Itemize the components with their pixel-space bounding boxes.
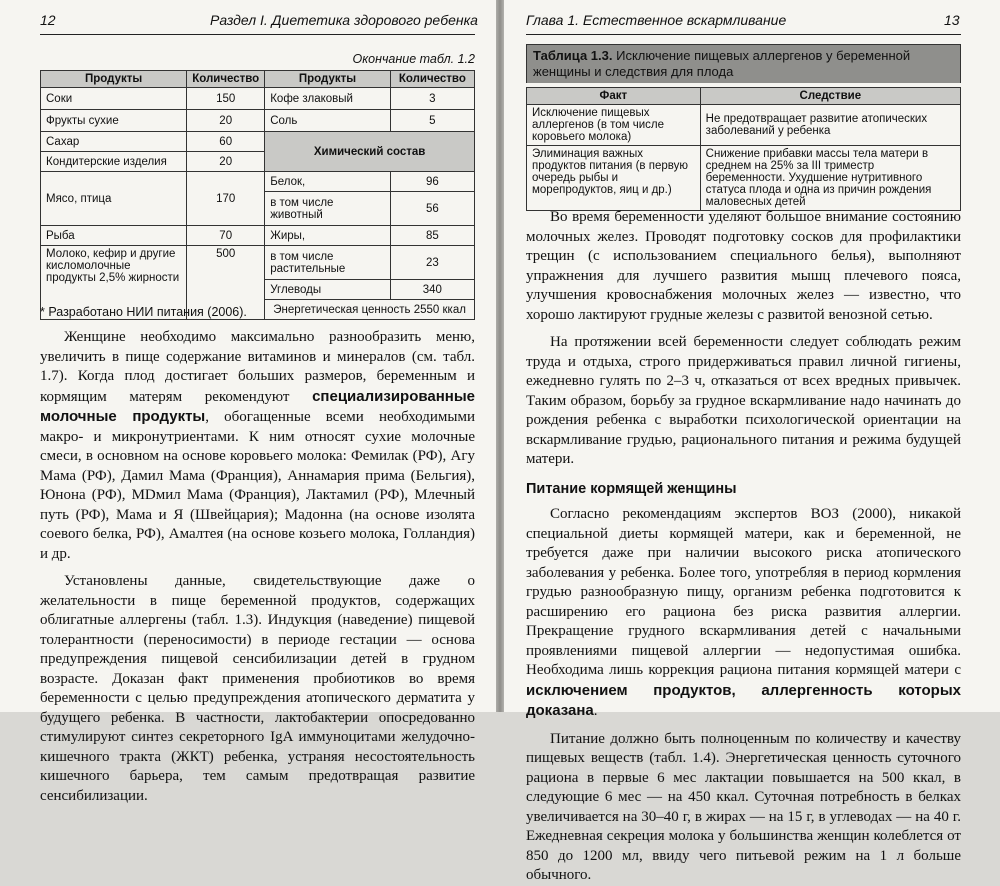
col-header-quantity: Количество: [187, 71, 265, 88]
left-body-text: [40, 328, 475, 806]
table-cell: 5: [390, 110, 474, 132]
chem-composition-header: Химический состав: [265, 132, 475, 172]
bold-term: исключением продуктов, аллергенность которых доказана: [526, 681, 961, 719]
right-body-text: [526, 208, 961, 886]
table-cell: 85: [390, 226, 474, 246]
left-header-title: Раздел I. Диететика здорового ребенка: [210, 12, 478, 28]
table-cell: Не предотвращает развитие атопических заболеваний у ребенка: [700, 105, 960, 146]
table-cell: 96: [390, 172, 474, 192]
col-header-products-2: Продукты: [265, 71, 390, 88]
table-cell: Молоко, кефир и другие кисломолочные продукты 2,5% жирности: [41, 246, 187, 320]
table-cell: 60: [187, 132, 265, 152]
paragraph: Установлены данные, свидетельствующие даже о желательности в пище беременной продуктов, содержащих облигатные аллергены (табл. 1.3). Индукция (наведение) пищевой толерантности (переносимости) в периоде гестации — основа предупреждения пищевой сенсибилизации детей в грудном возрасте. Доказан факт применения пробиотиков во время беременности с целью предупреждения атопического дерматита у будущего ребенка. В частности, лактобактерии опосредованно стимулируют синтез секреторного IgA иммуноцитами желудочно-кишечного тракта (ЖКТ) ребенка, устраняя несостоятельность кишечного барьера, тем самым предотвращая развитие сенсибилизации.: [40, 573, 475, 804]
paragraph: Во время беременности уделяют большое внимание состоянию молочных желез. Проводят подготовку сосков для профилактики трещин (с использованием специального белья), выполняют упражнения для лучшего развития мышц плечевого пояса, улучшения кровоснабжения молочных желез — известно, что хорошо лактируют грудные железы с развитой венозной сетью.: [526, 209, 961, 323]
table-cell: Мясо, птица: [41, 172, 187, 226]
text-span: Согласно рекомендациям экспертов ВОЗ (2000), никакой специальной диеты кормящей матери, как и беременной, не требуется даже при наличии высокого риска атопического заболевания у ребенка. Более того, употребляя в период кормления грудью разнообразную пищу, организм ребенка подготовится к расширению его рациона без риска развития аллергии. Прекращение грудного вскармливания детей с начальными проявлениями пищевой аллергии — недопустимая ошибка. Необходима лишь коррекция рациона питания кормящей матери с: [526, 506, 961, 678]
table-footnote: * Разработано НИИ питания (2006).: [40, 305, 247, 319]
paragraph: Питание должно быть полноценным по количеству и качеству пищевых веществ (табл. 1.4). Энергетическая ценность суточного рациона в первые 6 мес лактации повышается на 500 ккал, в следующие 6 мес — на 450 ккал. Суточная потребность в белках увеличивается на 30–40 г, в жирах — на 15 г, в углеводах — на 40 г. Ежедневная секреция молока у большинства женщин колеблется от 850 до 1200 мл, ввиду чего питьевой режим на 1 л больше обычного.: [526, 730, 961, 883]
table-cell: Углеводы: [265, 280, 390, 300]
table-cell: Белок,: [265, 172, 390, 192]
table-cell: Исключение пищевых аллергенов (в том числе коровьего молока): [527, 105, 701, 146]
table-cell: Фрукты сухие: [41, 110, 187, 132]
bold-term: специализированные молочные продукты: [40, 387, 475, 425]
table-cell: Кофе злаковый: [265, 88, 390, 110]
header-rule-right: [526, 34, 961, 35]
text-span: .: [593, 703, 598, 719]
page-number-right: 13: [944, 12, 960, 28]
page-number-left: 12: [40, 12, 56, 28]
table-cell: 23: [390, 246, 474, 280]
food-table: [40, 70, 475, 320]
table-cell: 3: [390, 88, 474, 110]
paragraph: [40, 328, 475, 564]
table-cell: 500: [187, 246, 265, 320]
table-cell: 170: [187, 172, 265, 226]
text-span: , обогащенные всеми необходимыми макро- и микронутриентами. К ним относят сухие молочные смеси, в основном на основе коровьего молока: Фемилак (РФ), Агу Мама (РФ), Дамил Мама (Франция), Аннамария прима (Бельгия), Юнона (РФ), MDмил Мама (Франция), Лактамил (РФ), Млечный путь (РФ), Мама и Я (Швейцария); Мадонна (на основе изолята соевого белка, РФ), Амалтея (на основе козьего молока, Голландия) и др.: [40, 409, 475, 562]
table-cell: Жиры,: [265, 226, 390, 246]
table-cell: Кондитерские изделия: [41, 152, 187, 172]
table-cell: Сахар: [41, 132, 187, 152]
col-header-quantity-2: Количество: [390, 71, 474, 88]
table-cell: в том числе животный: [265, 192, 390, 226]
table-cell: Рыба: [41, 226, 187, 246]
table-cell: Соки: [41, 88, 187, 110]
right-header-title: Глава 1. Естественное вскармливание: [526, 12, 787, 28]
table-cell: в том числе растительные: [265, 246, 390, 280]
table-title: Исключение пищевых аллергенов у беременной женщины и следствия для плода: [533, 48, 911, 79]
table-cell: 340: [390, 280, 474, 300]
table-cell: Элиминация важных продуктов питания (в первую очередь рыбы и морепродуктов, яиц и др.): [527, 146, 701, 211]
allergen-table: [526, 87, 961, 211]
section-heading: Питание кормящей женщины: [526, 480, 737, 497]
paragraph: На протяжении всей беременности следует соблюдать режим труда и отдыха, строго придерживаться правил личной гигиены, ежедневно гулять по 2–3 ч, отказаться от всех вредных привычек. Таким образом, борьбу за грудное вскармливание надо начинать до рождения ребенка с выработки психологической ориентации на вскармливание грудью, рационального питания и режима будущей матери.: [526, 334, 961, 467]
header-rule-left: [40, 34, 475, 35]
table-number: Таблица 1.3.: [533, 48, 613, 63]
col-header-result: Следствие: [700, 88, 960, 105]
paragraph: [526, 505, 961, 722]
table-cell: 20: [187, 110, 265, 132]
col-header-fact: Факт: [527, 88, 701, 105]
table-continuation-caption: Окончание табл. 1.2: [352, 52, 475, 66]
table-cell: 150: [187, 88, 265, 110]
table-cell: 56: [390, 192, 474, 226]
text-span: Женщине необходимо максимально разнообразить меню, увеличить в пище содержание витаминов и минералов (см. табл. 1.7). Когда плод достигает больших размеров, беременным и кормящим матерям рекомендуют: [40, 329, 475, 405]
col-header-products: Продукты: [41, 71, 187, 88]
energy-value-cell: Энергетическая ценность 2550 ккал: [265, 300, 475, 320]
table-cell: 70: [187, 226, 265, 246]
right-page: [504, 0, 1000, 883]
table-cell: 20: [187, 152, 265, 172]
left-page: [0, 0, 496, 804]
table-title-bar: [526, 44, 961, 83]
table-cell: Соль: [265, 110, 390, 132]
table-cell: Снижение прибавки массы тела матери в среднем на 25% за III триместр беременности. Ухудшение нутритивного статуса плода и одна из причин рождения маловесных детей: [700, 146, 960, 211]
